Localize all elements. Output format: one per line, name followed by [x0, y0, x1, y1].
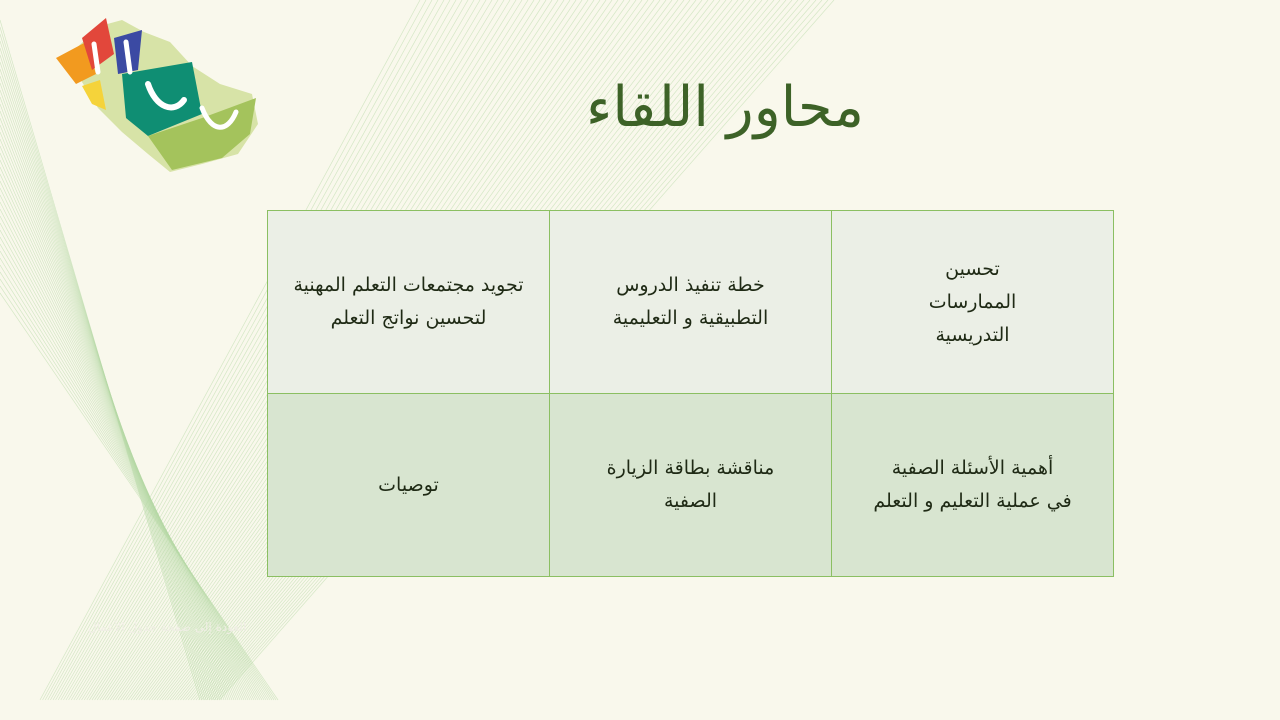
cell-text: توصيات	[378, 473, 439, 496]
table-row	[268, 211, 1114, 394]
table-cell	[832, 211, 1114, 394]
cell-text: خطة تنفيذ الدروس التطبيقية و التعليمية	[612, 274, 769, 329]
back-to-agenda-link[interactable]: العودة إلى صفحة جدول الأعمال	[88, 620, 247, 634]
saudi-map-calligraphy-logo	[52, 14, 264, 176]
slide-title: محاور اللقاء	[586, 75, 864, 140]
topics-table	[267, 210, 1114, 577]
table-cell	[550, 211, 832, 394]
table-cell	[268, 394, 550, 577]
cell-text: تجويد مجتمعات التعلم المهنية لتحسين نواتج التعلم	[293, 274, 524, 329]
table-cell	[268, 211, 550, 394]
cell-text: تحسين الممارسات التدريسية	[928, 257, 1017, 346]
table-row	[268, 394, 1114, 577]
cell-text: أهمية الأسئلة الصفية في عملية التعليم و التعلم	[873, 457, 1072, 512]
table-cell	[550, 394, 832, 577]
cell-text: مناقشة بطاقة الزيارة الصفية	[606, 457, 775, 512]
table-cell	[832, 394, 1114, 577]
